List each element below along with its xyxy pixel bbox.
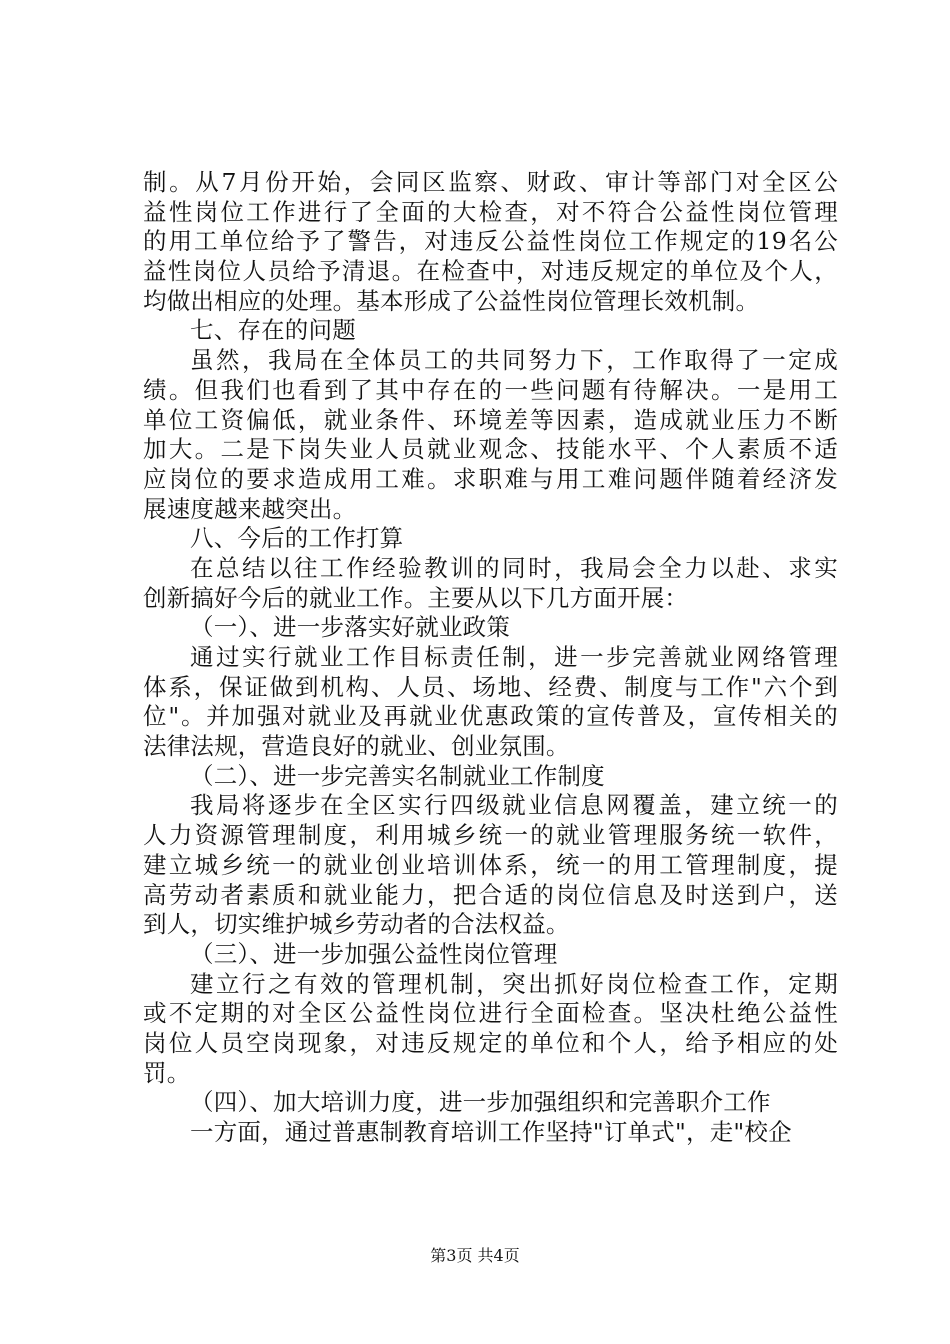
subsection-heading: （四）、加大培训力度，进一步加强组织和完善职介工作: [190, 1088, 771, 1117]
subsection-heading: （二）、进一步完善实名制就业工作制度: [190, 761, 605, 790]
body-line: 虽然，我局在全体员工的共同努力下，工作取得了一定成: [190, 346, 838, 375]
body-line: 通过实行就业工作目标责任制，进一步完善就业网络管理: [190, 643, 838, 671]
page-footer: 第3页 共4页: [430, 1246, 520, 1265]
body-line: 建立行之有效的管理机制，突出抓好岗位检查工作，定期: [190, 969, 838, 998]
section-heading: 七、存在的问题: [190, 316, 356, 345]
body-line: 法律法规，营造良好的就业、创业氛围。: [143, 732, 570, 761]
body-line: 岗位人员空岗现象，对违反规定的单位和个人，给予相应的处: [143, 1028, 838, 1057]
body-line: 我局将逐步在全区实行四级就业信息网覆盖，建立统一的: [190, 791, 838, 820]
body-line: 一方面，通过普惠制教育培训工作坚持"订单式"，走"校企: [190, 1118, 792, 1146]
body-line: 均做出相应的处理。基本形成了公益性岗位管理长效机制。: [143, 286, 760, 315]
body-line: 益性岗位人员给予清退。在检查中，对违反规定的单位及个人，: [143, 257, 838, 286]
body-line: 罚。: [143, 1058, 191, 1087]
section-heading: 八、今后的工作打算: [190, 524, 404, 553]
body-line: 创新搞好今后的就业工作。主要从以下几方面开展：: [143, 583, 689, 612]
body-line: 高劳动者素质和就业能力，把合适的岗位信息及时送到户，送: [143, 880, 838, 909]
subsection-heading: （三）、进一步加强公益性岗位管理: [190, 939, 558, 968]
body-line: 展速度越来越突出。: [143, 494, 357, 523]
body-line: 体系，保证做到机构、人员、场地、经费、制度与工作"六个到: [143, 672, 838, 701]
body-line: 制。从7月份开始，会同区监察、财政、审计等部门对全区公: [143, 168, 838, 196]
body-line: 的用工单位给予了警告，对违反公益性岗位工作规定的19名公: [143, 227, 838, 256]
document-body: [143, 168, 838, 1148]
body-line: 人力资源管理制度，利用城乡统一的就业管理服务统一软件，: [143, 821, 838, 850]
body-line: 绩。但我们也看到了其中存在的一些问题有待解决。一是用工: [143, 375, 838, 404]
body-line: 建立城乡统一的就业创业培训体系，统一的用工管理制度，提: [143, 850, 838, 879]
body-line: 益性岗位工作进行了全面的大检查，对不符合公益性岗位管理: [143, 197, 838, 226]
body-line: 单位工资偏低，就业条件、环境差等因素，造成就业压力不断: [143, 405, 838, 434]
body-line: 应岗位的要求造成用工难。求职难与用工难问题伴随着经济发: [143, 464, 838, 493]
body-line: 位"。并加强对就业及再就业优惠政策的宣传普及，宣传相关的: [143, 702, 838, 731]
body-line: 加大。二是下岗失业人员就业观念、技能水平、个人素质不适: [143, 435, 838, 464]
body-line: 在总结以往工作经验教训的同时，我局会全力以赴、求实: [190, 553, 838, 582]
body-line: 到人，切实维护城乡劳动者的合法权益。: [143, 910, 570, 939]
body-line: 或不定期的对全区公益性岗位进行全面检查。坚决杜绝公益性: [143, 999, 838, 1028]
subsection-heading: （一）、进一步落实好就业政策: [190, 613, 511, 642]
